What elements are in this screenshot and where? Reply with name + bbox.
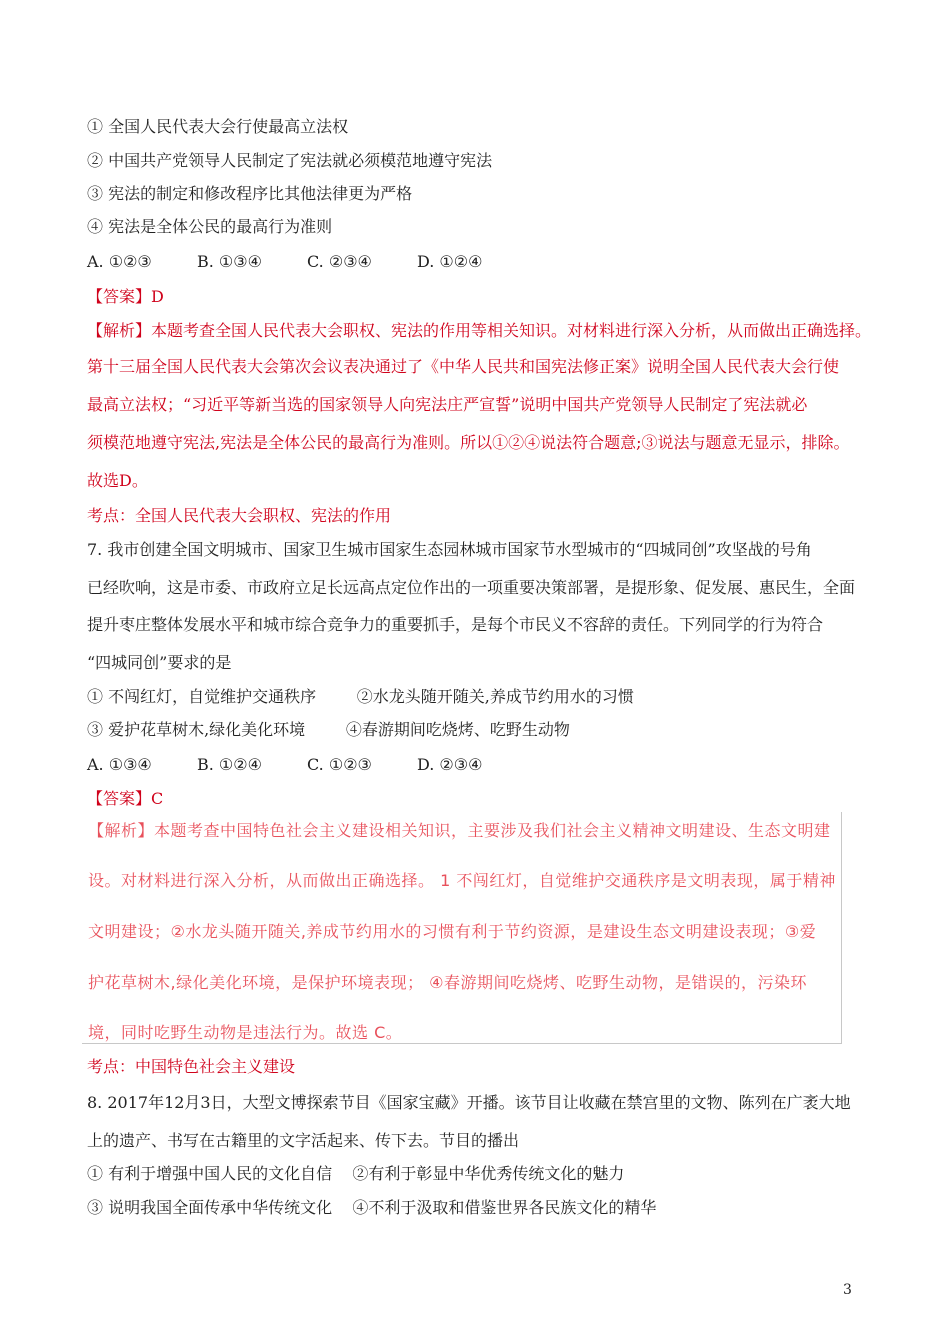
- q7-point: 考点：中国特色社会主义建设: [87, 1057, 296, 1076]
- q6-choices: [87, 251, 482, 273]
- q6-option-4: ④ 宪法是全体公民的最高行为准则: [87, 217, 333, 236]
- q7-choice-c: C. ①②③: [307, 755, 372, 774]
- q7-choice-d: D. ②③④: [417, 755, 483, 774]
- q6-analysis-line: 【解析】本题考查全国人民代表大会职权、宪法的作用等相关知识。对材料进行深入分析，从而做出正确选择。: [87, 321, 872, 340]
- q6-choice-d: D. ①②④: [417, 252, 483, 271]
- q7-options-row-1: ① 不闯红灯，自觉维护交通秩序 ②水龙头随开随关,养成节约用水的习惯: [87, 687, 634, 706]
- q7-analysis-line: 设。对材料进行深入分析，从而做出正确选择。 1 不闯红灯，自觉维护交通秩序是文明表现，属于精神: [88, 871, 836, 890]
- q7-analysis-line: 文明建设；②水龙头随开随关,养成节约用水的习惯有利于节约资源，是建设生态文明建设表现；③爱: [88, 922, 817, 941]
- q6-analysis-line: 故选D。: [87, 471, 148, 490]
- q6-option-2: ② 中国共产党领导人民制定了宪法就必须模范地遵守宪法: [87, 151, 493, 170]
- q8-stem-line: 8. 2017年12月3日，大型文博探索节目《国家宝藏》开播。该节目让收藏在禁宫里的文物、陈列在广袤大地: [87, 1093, 851, 1112]
- q7-stem-line: 提升枣庄整体发展水平和城市综合竞争力的重要抓手，是每个市民义不容辞的责任。下列同学的行为符合: [87, 615, 824, 634]
- q6-analysis-line: 最高立法权；“习近平等新当选的国家领导人向宪法庄严宣誓”说明中国共产党领导人民制定了宪法就必: [87, 395, 808, 414]
- q6-choice-b: B. ①③④: [197, 252, 262, 271]
- q7-answer: 【答案】C: [87, 789, 164, 808]
- q6-answer: 【答案】D: [87, 287, 164, 306]
- q6-analysis-line: 第十三届全国人民代表大会第次会议表决通过了《中华人民共和国宪法修正案》说明全国人民代表大会行使: [87, 357, 840, 376]
- q6-point: 考点：全国人民代表大会职权、宪法的作用: [87, 506, 392, 525]
- q7-options-row-2: ③ 爱护花草树木,绿化美化环境 ④春游期间吃烧烤、吃野生动物: [87, 720, 570, 739]
- q7-stem-line: 7. 我市创建全国文明城市、国家卫生城市国家生态园林城市国家节水型城市的“四城同创”攻坚战的号角: [87, 540, 812, 559]
- q7-analysis-line: 境，同时吃野生动物是违法行为。故选 C。: [88, 1023, 403, 1042]
- q7-stem-line: 已经吹响，这是市委、市政府立足长远高点定位作出的一项重要决策部署，是提形象、促发展、惠民生，全面: [87, 578, 856, 597]
- q7-choice-a: A. ①③④: [87, 755, 152, 774]
- q6-choice-c: C. ②③④: [307, 252, 372, 271]
- q7-analysis-line: 【解析】本题考查中国特色社会主义建设相关知识，主要涉及我们社会主义精神文明建设、生态文明建: [88, 821, 831, 840]
- q7-choices: [87, 754, 482, 776]
- q6-choice-a: A. ①②③: [87, 252, 152, 271]
- q8-options-row-1: ① 有利于增强中国人民的文化自信 ②有利于彰显中华优秀传统文化的魅力: [87, 1164, 625, 1183]
- q7-stem-line: “四城同创”要求的是: [87, 653, 232, 672]
- q7-analysis-line: 护花草树木,绿化美化环境，是保护环境表现； ④春游期间吃烧烤、吃野生动物，是错误的，污染环: [88, 973, 808, 992]
- q6-option-1: ① 全国人民代表大会行使最高立法权: [87, 117, 349, 136]
- q7-analysis-box: [82, 812, 842, 1044]
- q6-option-3: ③ 宪法的制定和修改程序比其他法律更为严格: [87, 184, 413, 203]
- page-number: 3: [843, 1282, 852, 1298]
- q8-options-row-2: ③ 说明我国全面传承中华传统文化 ④不利于汲取和借鉴世界各民族文化的精华: [87, 1198, 657, 1217]
- q6-analysis-line: 须模范地遵守宪法,宪法是全体公民的最高行为准则。所以①②④说法符合题意;③说法与题意无显示，排除。: [87, 433, 850, 452]
- q8-stem-line: 上的遗产、书写在古籍里的文字活起来、传下去。节目的播出: [87, 1131, 520, 1150]
- q7-choice-b: B. ①②④: [197, 755, 262, 774]
